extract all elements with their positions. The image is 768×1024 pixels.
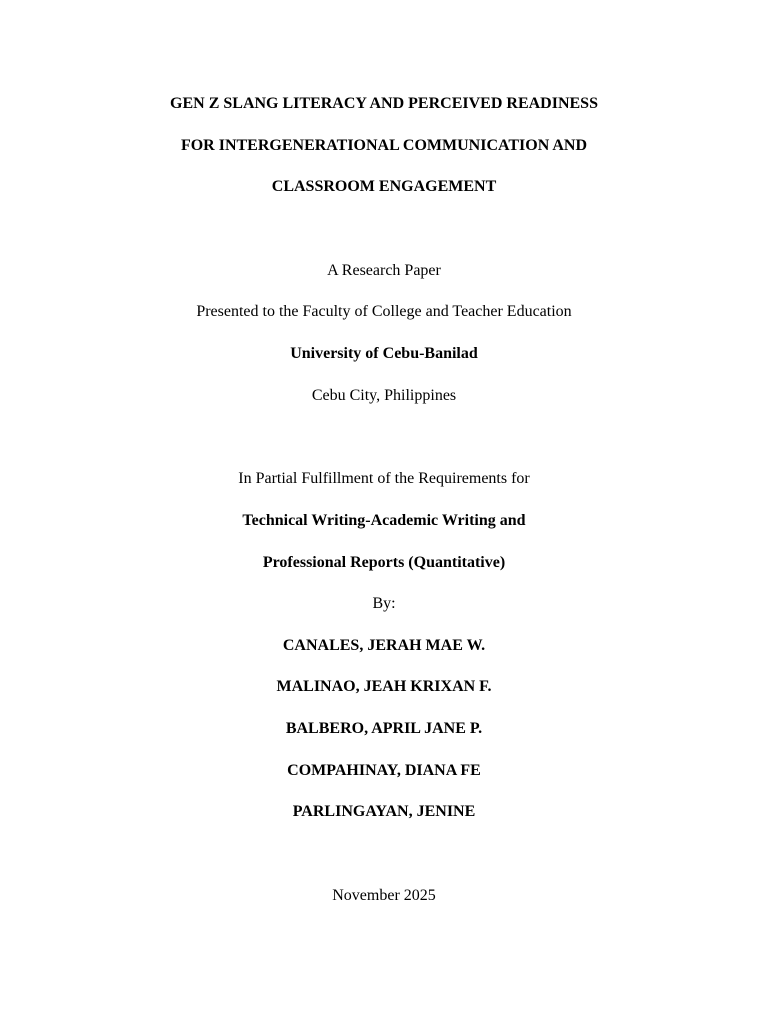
presented-to: Presented to the Faculty of College and Teacher Education: [196, 303, 572, 320]
author-name: PARLINGAYAN, JENINE: [292, 803, 476, 820]
university-location: Cebu City, Philippines: [311, 387, 457, 404]
submission-date: November 2025: [332, 887, 436, 904]
university-name: University of Cebu-Banilad: [290, 345, 478, 362]
author-name: CANALES, JERAH MAE W.: [282, 637, 486, 654]
author-name: BALBERO, APRIL JANE P.: [285, 720, 483, 737]
paper-type: A Research Paper: [327, 262, 441, 279]
fulfillment-intro: In Partial Fulfillment of the Requirements for: [238, 470, 530, 487]
title-line-3: CLASSROOM ENGAGEMENT: [271, 178, 497, 195]
author-name: COMPAHINAY, DIANA FE: [287, 762, 481, 779]
course-title-line-1: Technical Writing-Academic Writing and: [242, 512, 526, 529]
title-line-2: FOR INTERGENERATIONAL COMMUNICATION AND: [180, 137, 588, 154]
title-line-1: GEN Z SLANG LITERACY AND PERCEIVED READINESS: [170, 95, 598, 112]
by-label: By:: [372, 595, 396, 612]
course-title-line-2: Professional Reports (Quantitative): [262, 554, 506, 571]
author-name: MALINAO, JEAH KRIXAN F.: [276, 678, 492, 695]
